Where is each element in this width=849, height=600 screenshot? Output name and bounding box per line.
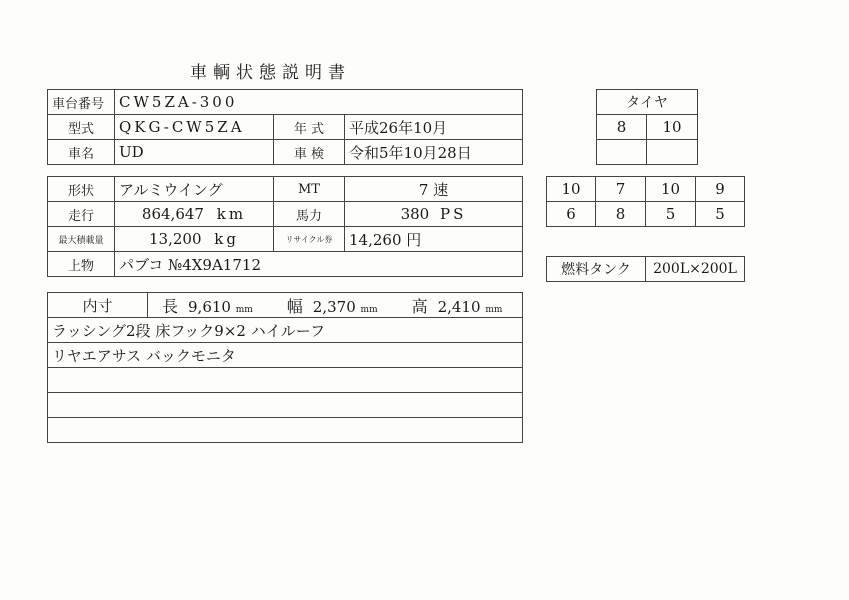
- maker-label: 車名: [48, 140, 115, 165]
- table-row: [597, 140, 698, 165]
- max-load-unit: kg: [214, 230, 239, 248]
- model-label: 型式: [48, 115, 115, 140]
- recycle-value: 14,260 円: [345, 227, 523, 252]
- table-row: [48, 368, 523, 393]
- tire-front-table: [596, 89, 698, 165]
- tire-cell: 6: [547, 202, 596, 227]
- width-unit: mm: [360, 304, 378, 315]
- max-load-cell: [115, 227, 274, 252]
- table-row: [48, 318, 523, 343]
- length-value: 9,610: [188, 297, 231, 316]
- tire-cell: 10: [547, 177, 596, 202]
- table-row: [48, 418, 523, 443]
- height-value: 2,410: [437, 297, 481, 316]
- length-unit: mm: [235, 304, 253, 315]
- fuel-tank-table: [546, 256, 745, 282]
- table-row: [48, 177, 523, 202]
- note-line: ラッシング2段 床フック9×2 ハイルーフ: [48, 318, 523, 343]
- mileage-cell: [115, 202, 274, 227]
- note-line: [48, 368, 523, 393]
- height-unit: mm: [485, 304, 503, 315]
- table-row: [547, 257, 745, 282]
- inner-dimensions-label: 内寸: [48, 293, 148, 318]
- table-row: [48, 252, 523, 277]
- inner-dimensions-cell: [148, 293, 523, 318]
- tire-cell: 8: [597, 115, 647, 140]
- fuel-tank-label: 燃料タンク: [547, 257, 646, 282]
- table-row: [597, 115, 698, 140]
- vehicle-info-table: [47, 89, 523, 165]
- transmission-label: MT: [274, 177, 345, 202]
- shape-label: 形状: [48, 177, 115, 202]
- specs-table: [47, 176, 523, 277]
- tire-rear-table: [546, 176, 745, 227]
- tire-cell: 9: [696, 177, 745, 202]
- mileage-label: 走行: [48, 202, 115, 227]
- fuel-tank-value: 200L×200L: [646, 257, 745, 282]
- power-unit: PS: [440, 205, 467, 223]
- width-value: 2,370: [312, 297, 356, 316]
- max-load-label: 最大積載量: [48, 227, 115, 252]
- mileage-value: 864,647: [141, 205, 204, 223]
- table-row: [48, 293, 523, 318]
- tire-cell: [597, 140, 647, 165]
- tire-cell: 10: [647, 115, 698, 140]
- tire-cell: 5: [646, 202, 696, 227]
- tire-label: タイヤ: [597, 90, 698, 115]
- table-row: [48, 227, 523, 252]
- inspection-value: 令和5年10月28日: [345, 140, 523, 165]
- length-label: 長: [162, 296, 179, 316]
- transmission-value: 7 速: [345, 177, 523, 202]
- tire-cell: 7: [596, 177, 646, 202]
- model-value: QKG-CW5ZA: [115, 115, 274, 140]
- table-row: [547, 202, 745, 227]
- table-row: [48, 115, 523, 140]
- height-label: 高: [411, 296, 428, 316]
- mileage-unit: km: [216, 205, 247, 223]
- body-value: パブコ №4X9A1712: [115, 252, 523, 277]
- maker-value: UD: [115, 140, 274, 165]
- page-title: 車輌状態説明書: [190, 63, 351, 83]
- note-line: [48, 393, 523, 418]
- max-load-value: 13,200: [149, 230, 202, 248]
- table-row: [547, 177, 745, 202]
- recycle-label: リサイクル券: [274, 227, 345, 252]
- tire-cell: [647, 140, 698, 165]
- power-value: 380: [400, 205, 430, 223]
- table-row: [48, 202, 523, 227]
- note-line: [48, 418, 523, 443]
- table-row: [597, 90, 698, 115]
- table-row: [48, 140, 523, 165]
- dimensions-notes-table: [47, 292, 523, 443]
- chassis-number-value: CW5ZA-300: [115, 90, 523, 115]
- year-value: 平成26年10月: [345, 115, 523, 140]
- body-label: 上物: [48, 252, 115, 277]
- inspection-label: 車 検: [274, 140, 345, 165]
- table-row: [48, 393, 523, 418]
- table-row: [48, 90, 523, 115]
- width-label: 幅: [286, 296, 303, 316]
- power-label: 馬力: [274, 202, 345, 227]
- tire-cell: 5: [696, 202, 745, 227]
- chassis-number-label: 車台番号: [48, 90, 115, 115]
- tire-cell: 10: [646, 177, 696, 202]
- table-row: [48, 343, 523, 368]
- shape-value: アルミウイング: [115, 177, 274, 202]
- power-cell: [345, 202, 523, 227]
- year-label: 年 式: [274, 115, 345, 140]
- note-line: リヤエアサス バックモニタ: [48, 343, 523, 368]
- tire-cell: 8: [596, 202, 646, 227]
